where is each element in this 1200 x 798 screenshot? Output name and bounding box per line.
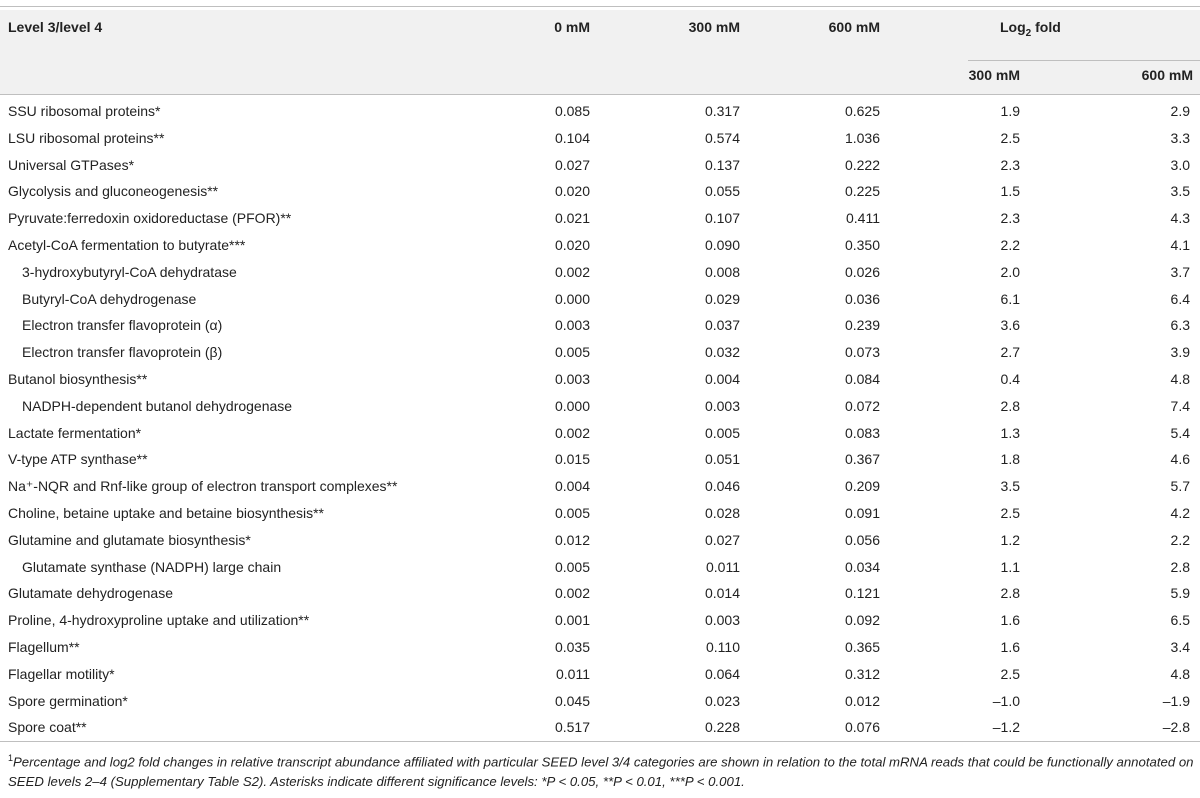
table-row	[0, 688, 1200, 715]
cell-0mm: 0.000	[554, 290, 590, 307]
cell-0mm: 0.003	[554, 370, 590, 387]
log-fold-prefix: Log	[1000, 19, 1026, 35]
cell-log-fold-300mm: 0.4	[1000, 370, 1020, 387]
cell-300mm: 0.107	[704, 210, 740, 227]
cell-log-fold-600mm: 3.3	[1170, 129, 1190, 146]
cell-log-fold-300mm: 1.6	[1000, 612, 1020, 629]
cell-log-fold-300mm: 2.8	[1000, 585, 1020, 602]
cell-600mm: 0.034	[844, 558, 880, 575]
cell-600mm: 0.350	[844, 236, 880, 253]
cell-300mm: 0.574	[704, 129, 740, 146]
cell-300mm: 0.027	[704, 531, 740, 548]
cell-600mm: 0.312	[844, 665, 880, 682]
table-row	[0, 339, 1200, 366]
cell-log-fold-300mm: 1.1	[1000, 558, 1020, 575]
cell-300mm: 0.008	[704, 263, 740, 280]
cell-0mm: 0.045	[554, 692, 590, 709]
cell-300mm: 0.090	[704, 236, 740, 253]
cell-0mm: 0.012	[554, 531, 590, 548]
header-sub-600mm: 600 mM	[1141, 67, 1193, 83]
cell-0mm: 0.002	[554, 263, 590, 280]
cell-600mm: 0.036	[844, 290, 880, 307]
header-600mm: 600 mM	[828, 19, 880, 35]
cell-600mm: 0.092	[844, 612, 880, 629]
table-row	[0, 259, 1200, 286]
cell-300mm: 0.003	[704, 612, 740, 629]
table-row	[0, 714, 1200, 741]
bottom-rule	[0, 741, 1200, 742]
table-row	[0, 420, 1200, 447]
header-sub-rule	[968, 60, 1200, 61]
cell-600mm: 0.209	[844, 478, 880, 495]
cell-log-fold-600mm: 4.2	[1170, 504, 1190, 521]
cell-log-fold-300mm: 3.6	[1000, 317, 1020, 334]
cell-0mm: 0.004	[554, 478, 590, 495]
cell-0mm: 0.001	[554, 612, 590, 629]
cell-log-fold-300mm: 2.7	[1000, 344, 1020, 361]
row-label: Na⁺-NQR and Rnf-like group of electron transport complexes**	[8, 478, 398, 495]
row-label: Flagellar motility*	[8, 665, 115, 682]
table-row	[0, 527, 1200, 554]
cell-log-fold-300mm: 2.8	[1000, 397, 1020, 414]
cell-log-fold-600mm: 3.5	[1170, 183, 1190, 200]
cell-300mm: 0.029	[704, 290, 740, 307]
cell-0mm: 0.002	[554, 585, 590, 602]
row-label: Flagellum**	[8, 638, 80, 655]
cell-log-fold-600mm: 6.3	[1170, 317, 1190, 334]
cell-600mm: 0.091	[844, 504, 880, 521]
cell-log-fold-600mm: 6.5	[1170, 612, 1190, 629]
cell-log-fold-600mm: 4.1	[1170, 236, 1190, 253]
cell-log-fold-600mm: 4.3	[1170, 210, 1190, 227]
row-label: Choline, betaine uptake and betaine biosynthesis**	[8, 504, 325, 521]
cell-600mm: 0.411	[846, 210, 880, 227]
cell-log-fold-600mm: –2.8	[1162, 719, 1190, 736]
cell-log-fold-300mm: 2.5	[1000, 129, 1020, 146]
row-label: Glutamate synthase (NADPH) large chain	[22, 558, 282, 575]
row-label: Pyruvate:ferredoxin oxidoreductase (PFOR)**	[8, 210, 292, 227]
table-row	[0, 500, 1200, 527]
table-row	[0, 580, 1200, 607]
cell-0mm: 0.517	[554, 719, 590, 736]
cell-300mm: 0.228	[704, 719, 740, 736]
cell-600mm: 0.072	[844, 397, 880, 414]
log-fold-sub: 2	[1025, 27, 1032, 39]
cell-0mm: 0.027	[554, 156, 590, 173]
cell-log-fold-600mm: 2.2	[1170, 531, 1190, 548]
table-row	[0, 607, 1200, 634]
cell-log-fold-300mm: 2.5	[1000, 665, 1020, 682]
row-label: Proline, 4-hydroxyproline uptake and utilization**	[8, 612, 310, 629]
row-label: Glycolysis and gluconeogenesis**	[8, 183, 219, 200]
cell-0mm: 0.011	[556, 665, 590, 682]
row-label: SSU ribosomal proteins*	[8, 103, 161, 119]
cell-0mm: 0.021	[554, 210, 590, 227]
cell-300mm: 0.046	[704, 478, 740, 495]
table-row	[0, 232, 1200, 259]
cell-600mm: 0.625	[844, 103, 880, 119]
table-body	[0, 98, 1200, 741]
row-label: 3-hydroxybutyryl-CoA dehydratase	[22, 263, 237, 280]
header-0mm: 0 mM	[554, 19, 590, 35]
table-row	[0, 554, 1200, 581]
cell-log-fold-600mm: –1.9	[1162, 692, 1190, 709]
row-label: LSU ribosomal proteins**	[8, 129, 165, 146]
cell-log-fold-600mm: 2.8	[1170, 558, 1190, 575]
cell-300mm: 0.037	[704, 317, 740, 334]
table-row	[0, 446, 1200, 473]
cell-log-fold-600mm: 6.4	[1170, 290, 1190, 307]
cell-300mm: 0.003	[704, 397, 740, 414]
header-bottom-rule	[0, 94, 1200, 95]
cell-600mm: 0.076	[844, 719, 880, 736]
cell-600mm: 0.012	[844, 692, 880, 709]
table-row	[0, 286, 1200, 313]
cell-0mm: 0.003	[554, 317, 590, 334]
cell-log-fold-300mm: 1.2	[1000, 531, 1020, 548]
cell-300mm: 0.055	[704, 183, 740, 200]
cell-300mm: 0.064	[704, 665, 740, 682]
row-label: Butyryl-CoA dehydrogenase	[22, 290, 197, 307]
table-row	[0, 152, 1200, 179]
cell-log-fold-300mm: –1.0	[992, 692, 1020, 709]
table-row	[0, 634, 1200, 661]
cell-log-fold-300mm: 1.5	[1000, 183, 1020, 200]
log-fold-suffix: fold	[1031, 19, 1061, 35]
cell-600mm: 0.222	[844, 156, 880, 173]
cell-300mm: 0.023	[704, 692, 740, 709]
row-label: Acetyl-CoA fermentation to butyrate***	[8, 236, 246, 253]
cell-log-fold-600mm: 3.0	[1170, 156, 1190, 173]
cell-log-fold-300mm: 2.0	[1000, 263, 1020, 280]
cell-log-fold-300mm: 2.5	[1000, 504, 1020, 521]
row-label: NADPH-dependent butanol dehydrogenase	[22, 397, 293, 414]
cell-600mm: 0.239	[844, 317, 880, 334]
row-label: Spore germination*	[8, 692, 128, 709]
row-label: Butanol biosynthesis**	[8, 370, 148, 387]
cell-log-fold-600mm: 7.4	[1170, 397, 1190, 414]
cell-log-fold-600mm: 5.9	[1170, 585, 1190, 602]
cell-log-fold-300mm: 1.3	[1000, 424, 1020, 441]
cell-log-fold-600mm: 4.8	[1170, 370, 1190, 387]
table-row	[0, 205, 1200, 232]
cell-log-fold-600mm: 2.9	[1170, 103, 1190, 119]
cell-0mm: 0.005	[554, 558, 590, 575]
row-label: Spore coat**	[8, 719, 87, 736]
header-level: Level 3/level 4	[8, 19, 103, 35]
footnote-text: Percentage and log2 fold changes in relative transcript abundance affiliated with particular SEED level 3/4 categories are shown in relation to the total mRNA reads that could be functionally annotated on SEED levels 2–4 (Supplementary Table S2). Asterisks indicate different significance levels: *P < 0.05, **P < 0.01, ***P < 0.001.	[8, 754, 1194, 790]
row-label: V-type ATP synthase**	[8, 451, 148, 468]
cell-log-fold-600mm: 3.7	[1170, 263, 1190, 280]
footnote-marker: 1	[8, 753, 14, 763]
cell-0mm: 0.002	[554, 424, 590, 441]
cell-log-fold-600mm: 4.8	[1170, 665, 1190, 682]
table-row	[0, 98, 1200, 125]
cell-600mm: 0.367	[844, 451, 880, 468]
cell-600mm: 0.056	[844, 531, 880, 548]
cell-log-fold-600mm: 3.4	[1170, 638, 1190, 655]
cell-0mm: 0.020	[554, 236, 590, 253]
cell-log-fold-300mm: 2.3	[1000, 210, 1020, 227]
cell-300mm: 0.004	[704, 370, 740, 387]
table-row	[0, 473, 1200, 500]
cell-0mm: 0.000	[554, 397, 590, 414]
cell-0mm: 0.005	[554, 344, 590, 361]
cell-0mm: 0.015	[554, 451, 590, 468]
cell-600mm: 0.084	[844, 370, 880, 387]
cell-log-fold-300mm: –1.2	[992, 719, 1020, 736]
row-label: Glutamate dehydrogenase	[8, 585, 173, 602]
cell-300mm: 0.110	[706, 638, 740, 655]
cell-log-fold-300mm: 1.9	[1000, 103, 1020, 119]
cell-300mm: 0.011	[706, 558, 740, 575]
cell-0mm: 0.104	[554, 129, 590, 146]
cell-log-fold-600mm: 5.4	[1170, 424, 1190, 441]
cell-log-fold-300mm: 2.3	[1000, 156, 1020, 173]
row-label: Electron transfer flavoprotein (β)	[22, 344, 223, 361]
top-rule	[0, 6, 1200, 7]
table-row	[0, 312, 1200, 339]
cell-0mm: 0.085	[554, 103, 590, 119]
row-label: Universal GTPases*	[8, 156, 135, 173]
cell-log-fold-600mm: 3.9	[1170, 344, 1190, 361]
cell-0mm: 0.020	[554, 183, 590, 200]
cell-600mm: 1.036	[844, 129, 880, 146]
cell-600mm: 0.225	[844, 183, 880, 200]
cell-300mm: 0.032	[704, 344, 740, 361]
cell-300mm: 0.014	[704, 585, 740, 602]
header-300mm: 300 mM	[688, 19, 740, 35]
row-label: Glutamine and glutamate biosynthesis*	[8, 531, 251, 548]
table-row	[0, 125, 1200, 152]
cell-600mm: 0.083	[844, 424, 880, 441]
cell-300mm: 0.051	[704, 451, 740, 468]
cell-log-fold-600mm: 4.6	[1170, 451, 1190, 468]
cell-log-fold-600mm: 5.7	[1170, 478, 1190, 495]
cell-300mm: 0.028	[704, 504, 740, 521]
row-label: Lactate fermentation*	[8, 424, 142, 441]
table-row	[0, 661, 1200, 688]
footnote	[8, 748, 1194, 792]
cell-log-fold-300mm: 2.2	[1000, 236, 1020, 253]
cell-300mm: 0.005	[704, 424, 740, 441]
cell-log-fold-300mm: 1.6	[1000, 638, 1020, 655]
cell-0mm: 0.005	[554, 504, 590, 521]
cell-600mm: 0.073	[844, 344, 880, 361]
header-sub-300mm: 300 mM	[968, 67, 1020, 83]
table-row	[0, 178, 1200, 205]
cell-log-fold-300mm: 3.5	[1000, 478, 1020, 495]
cell-600mm: 0.026	[844, 263, 880, 280]
cell-600mm: 0.365	[844, 638, 880, 655]
table-header	[0, 10, 1200, 94]
table-row	[0, 393, 1200, 420]
cell-600mm: 0.121	[844, 585, 880, 602]
cell-0mm: 0.035	[554, 638, 590, 655]
header-log-fold	[1000, 19, 1061, 39]
cell-300mm: 0.137	[704, 156, 740, 173]
cell-log-fold-300mm: 6.1	[1000, 290, 1020, 307]
cell-300mm: 0.317	[704, 103, 740, 119]
table-row	[0, 366, 1200, 393]
cell-log-fold-300mm: 1.8	[1000, 451, 1020, 468]
row-label: Electron transfer flavoprotein (α)	[22, 317, 223, 334]
